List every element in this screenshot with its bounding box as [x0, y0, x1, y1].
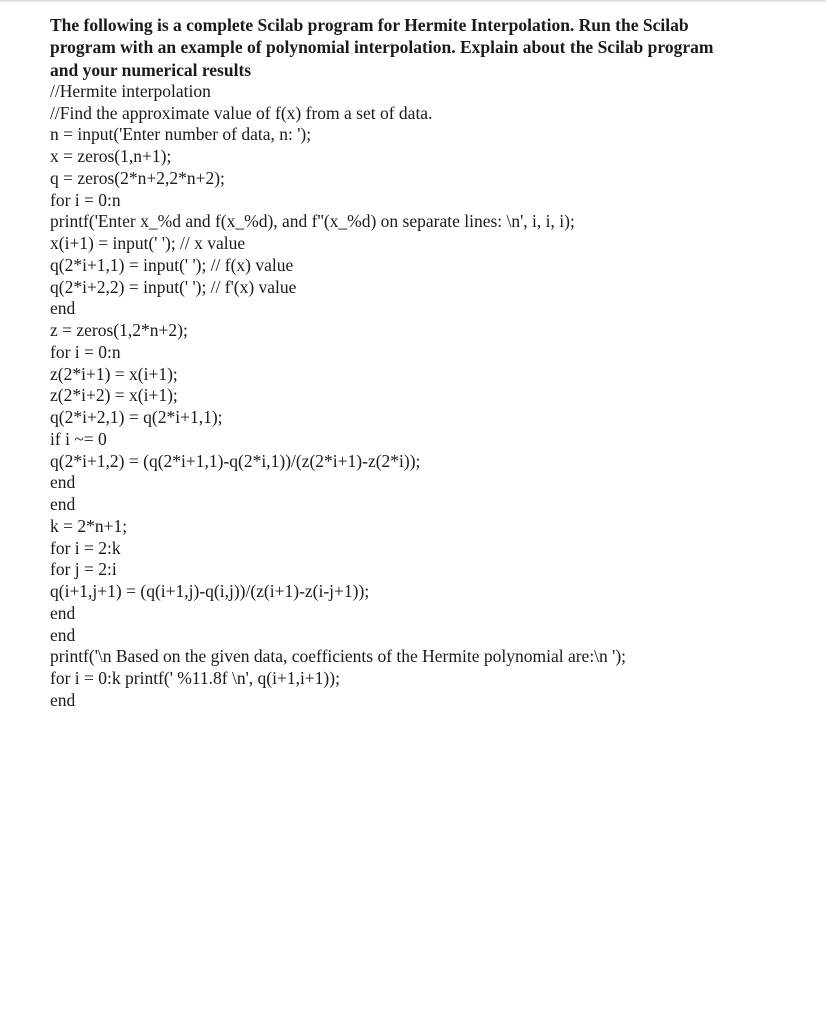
code-line: q(2*i+2,2) = input(' '); // f'(x) value: [50, 276, 297, 297]
code-line: end: [50, 689, 76, 710]
code-line: z(2*i+2) = x(i+1);: [50, 385, 178, 406]
code-line: q = zeros(2*n+2,2*n+2);: [50, 167, 225, 188]
code-line: end: [50, 298, 76, 319]
code-line: end: [50, 472, 76, 493]
document: [50, 14, 770, 712]
question-line: The following is a complete Scilab program for Hermite Interpolation. Run the Scilab: [50, 15, 689, 35]
code-line: z(2*i+1) = x(i+1);: [50, 363, 178, 384]
code-line: end: [50, 624, 76, 645]
question-heading: [50, 14, 770, 81]
code-line: q(2*i+2,1) = q(2*i+1,1);: [50, 407, 223, 428]
question-line: program with an example of polynomial interpolation. Explain about the Scilab program: [50, 37, 714, 58]
code-line: for i = 2:k: [50, 537, 121, 558]
code-line: k = 2*n+1;: [50, 515, 128, 536]
code-line: end: [50, 602, 76, 623]
code-line: z = zeros(1,2*n+2);: [50, 320, 188, 341]
code-line: end: [50, 494, 76, 515]
scilab-code-listing: [50, 81, 770, 712]
code-line: if i ~= 0: [50, 428, 107, 449]
code-line: n = input('Enter number of data, n: ');: [50, 124, 312, 145]
code-line: //Find the approximate value of f(x) from a set of data.: [50, 102, 433, 123]
page-top-edge: [0, 0, 826, 3]
code-line: for i = 0:k printf(' %11.8f \n', q(i+1,i+1));: [50, 668, 340, 689]
code-line: for i = 0:n: [50, 341, 121, 362]
code-line: printf('Enter x_%d and f(x_%d), and f''(x_%d) on separate lines: \n', i, i, i);: [50, 211, 575, 232]
code-line: for i = 0:n: [50, 189, 121, 210]
code-line: for j = 2:i: [50, 559, 117, 580]
question-line: and your numerical results: [50, 59, 252, 80]
code-line: q(2*i+1,1) = input(' '); // f(x) value: [50, 254, 294, 275]
code-line: q(2*i+1,2) = (q(2*i+1,1)-q(2*i,1))/(z(2*i+1)-z(2*i));: [50, 450, 421, 471]
code-line: //Hermite interpolation: [50, 80, 211, 101]
code-line: x = zeros(1,n+1);: [50, 146, 172, 167]
code-line: printf('\n Based on the given data, coefficients of the Hermite polynomial are:\n ');: [50, 646, 627, 667]
code-line: q(i+1,j+1) = (q(i+1,j)-q(i,j))/(z(i+1)-z(i-j+1));: [50, 581, 370, 602]
code-line: x(i+1) = input(' '); // x value: [50, 233, 246, 254]
